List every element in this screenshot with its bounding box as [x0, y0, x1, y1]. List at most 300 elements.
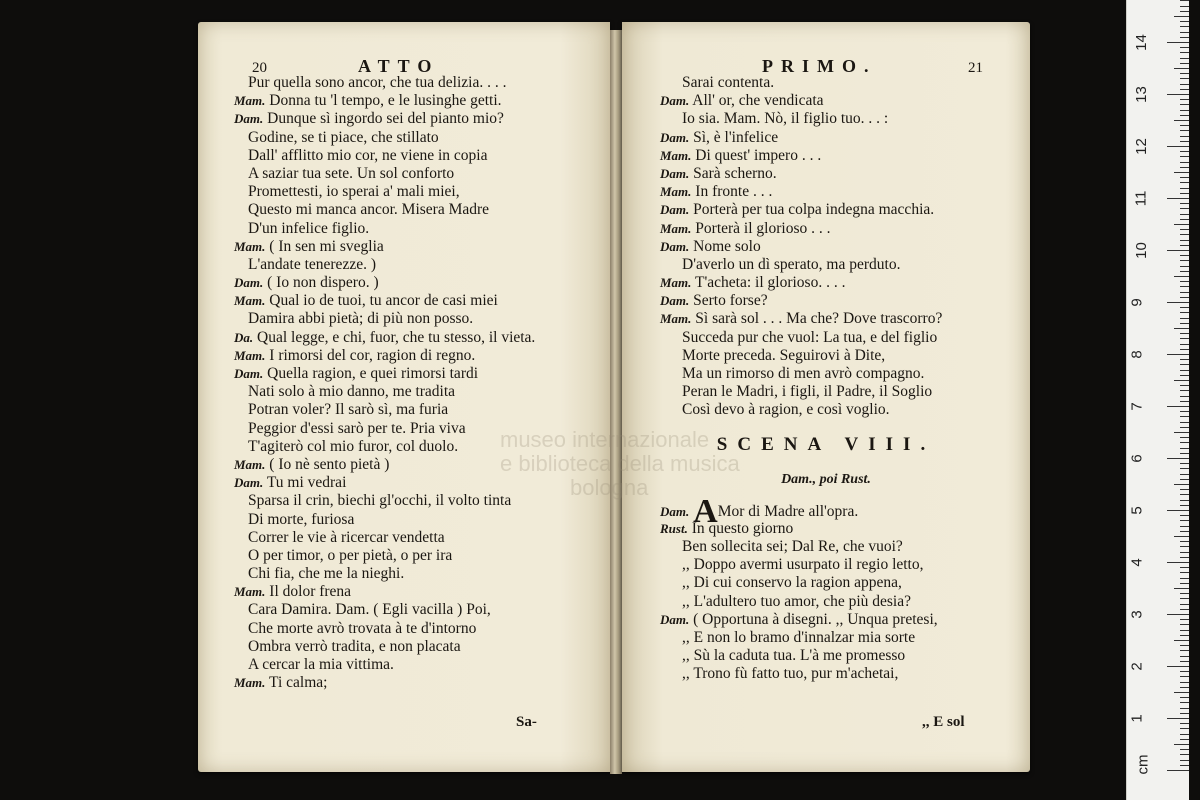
ruler-tick [1180, 156, 1189, 157]
verse-text: Serto forse? [693, 292, 768, 310]
ruler-tick [1180, 624, 1189, 625]
ruler-tick [1180, 203, 1189, 204]
ruler-tick [1180, 58, 1189, 59]
ruler-tick [1180, 682, 1189, 683]
verse-text: Ombra verrò tradita, e non placata [248, 637, 461, 655]
verse-line [198, 256, 610, 274]
verse-line [622, 201, 1030, 219]
verse-line [198, 583, 610, 601]
speaker-label: Mam. [234, 238, 266, 254]
verse-line [198, 110, 610, 128]
speaker-label: Dam. [234, 111, 264, 127]
ruler-tick [1180, 11, 1189, 12]
speaker-label: Mam. [234, 293, 266, 309]
verse-text: Potran voler? Il sarò sì, ma furia [248, 401, 449, 419]
ruler-tick [1180, 728, 1189, 729]
ruler-tick [1167, 562, 1189, 563]
ruler-tick [1180, 661, 1189, 662]
verse-text: Di quest' impero . . . [695, 146, 822, 164]
verse-text: Damira abbi pietà; di più non posso. [248, 310, 474, 328]
ruler-tick [1180, 26, 1189, 27]
speaker-label: Mam. [660, 147, 692, 163]
ruler-tick [1180, 734, 1189, 735]
verse-line [622, 310, 1030, 328]
verse-line [622, 647, 1030, 665]
ruler-tick [1180, 219, 1189, 220]
ruler-tick [1180, 687, 1189, 688]
verse-text: Tu mi vedrai [266, 474, 347, 492]
ruler-tick [1167, 94, 1189, 95]
verse-text: Pur quella sono ancor, che tua delizia. . . . [248, 74, 507, 91]
ruler-tick [1180, 442, 1189, 443]
verse-text: D'un infelice figlio. [248, 219, 370, 237]
ruler-tick [1180, 515, 1189, 516]
ruler-tick [1180, 609, 1189, 610]
ruler-tick [1180, 645, 1189, 646]
verse-line [622, 593, 1030, 611]
ruler-tick [1180, 546, 1189, 547]
ruler-tick [1180, 177, 1189, 178]
ruler-tick [1180, 234, 1189, 235]
ruler-number: 9 [1128, 298, 1146, 307]
speaker-label: Mam. [660, 311, 692, 327]
ruler-tick [1180, 427, 1189, 428]
verse-line [622, 147, 1030, 165]
ruler-tick [1180, 604, 1189, 605]
ruler-tick [1174, 588, 1189, 589]
verse-text: Ti calma; [269, 674, 328, 692]
ruler-tick [1180, 489, 1189, 490]
ruler-tick [1180, 422, 1189, 423]
ruler-tick [1180, 240, 1189, 241]
ruler-tick [1174, 276, 1189, 277]
verse-text: ( Io nè sento pietà ) [269, 455, 390, 473]
ruler-tick [1180, 479, 1189, 480]
speaker-label: Mam. [234, 675, 266, 691]
ruler-tick [1174, 68, 1189, 69]
ruler-tick [1180, 708, 1189, 709]
ruler-tick [1180, 359, 1189, 360]
ruler-number: 8 [1128, 350, 1146, 359]
verse-text: Correr le vie à ricercar vendetta [248, 528, 445, 546]
speaker-label: Dam. [660, 238, 690, 254]
verse-text: ,, Sù la caduta tua. L'à me promesso [682, 647, 906, 665]
verse-line [198, 347, 610, 365]
ruler-tick [1180, 73, 1189, 74]
verse-line [198, 274, 610, 292]
ruler-tick [1180, 593, 1189, 594]
ruler-tick [1180, 6, 1189, 7]
ruler-tick [1180, 650, 1189, 651]
ruler-tick [1180, 323, 1189, 324]
scene-heading: SCENA VIII. [716, 433, 936, 455]
ruler-tick [1167, 458, 1189, 459]
ruler-tick [1180, 136, 1189, 137]
verse-text: Che morte avrò trovata à te d'intorno [248, 619, 477, 637]
verse-line [622, 383, 1030, 401]
ruler-tick [1180, 266, 1189, 267]
verse-text: Peran le Madri, i figli, il Padre, il Soglio [682, 383, 933, 401]
speaker-label: Da. [234, 329, 254, 345]
verse-text: Sarà scherno. [693, 164, 777, 182]
ruler-tick [1180, 84, 1189, 85]
ruler-number: 12 [1132, 138, 1150, 155]
ruler-number: 6 [1128, 454, 1146, 463]
verse-line [198, 674, 610, 692]
open-book [192, 22, 1038, 774]
ruler-tick [1180, 500, 1189, 501]
verse-text: Donna tu 'l tempo, e le lusinghe getti. [269, 92, 502, 110]
ruler-tick [1180, 448, 1189, 449]
ruler-tick [1174, 692, 1189, 693]
ruler-tick [1174, 120, 1189, 121]
book-gutter [610, 30, 622, 774]
ruler-tick [1180, 193, 1189, 194]
verse-text: Peggior d'essi sarò per te. Pria viva [248, 419, 466, 437]
ruler-tick [1180, 375, 1189, 376]
ruler-tick [1180, 401, 1189, 402]
ruler-tick [1180, 333, 1189, 334]
verse-text: ,, L'adultero tuo amor, che più desia? [682, 592, 911, 610]
ruler-tick [1180, 63, 1189, 64]
verse-line [622, 292, 1030, 310]
verse-text: T'agiterò col mio furor, col duolo. [248, 437, 459, 455]
ruler-tick [1167, 666, 1189, 667]
ruler-tick [1180, 99, 1189, 100]
ruler-tick [1180, 557, 1189, 558]
ruler-tick [1180, 182, 1189, 183]
ruler-number: 2 [1128, 662, 1146, 671]
ruler-tick [1180, 188, 1189, 189]
ruler-tick [1180, 110, 1189, 111]
verse-text: Sarai contenta. [682, 74, 775, 91]
verse-text: Il dolor frena [269, 583, 352, 601]
ruler-number: 3 [1128, 610, 1146, 619]
ruler-tick [1180, 104, 1189, 105]
ruler-tick [1174, 224, 1189, 225]
ruler-tick [1180, 281, 1189, 282]
verse-text: Sparsa il crin, biechi gl'occhi, il volto tinta [248, 492, 512, 510]
verse-line [198, 511, 610, 529]
ruler-tick [1167, 198, 1189, 199]
verse-line [622, 520, 1030, 538]
verse-text: Porterà per tua colpa indegna macchia. [693, 201, 935, 219]
verse-text: ,, Doppo avermi usurpato il regio letto, [682, 556, 924, 574]
verse-text: Qual legge, e chi, fuor, che tu stesso, il vieta. [257, 328, 536, 346]
ruler-tick [1180, 125, 1189, 126]
verse-text: ,, Di cui conservo la ragion appena, [682, 574, 902, 592]
verse-line [198, 401, 610, 419]
ruler-tick [1180, 463, 1189, 464]
speaker-label: Mam. [234, 456, 266, 472]
left-page-number: 20 [252, 60, 267, 76]
ruler-tick [1180, 754, 1189, 755]
ruler-tick [1180, 676, 1189, 677]
left-catchword: Sa- [516, 714, 537, 730]
ruler-tick [1180, 47, 1189, 48]
speaker-label: Dam. [660, 202, 690, 218]
verse-line [198, 92, 610, 110]
ruler-tick [1180, 78, 1189, 79]
verse-line [198, 620, 610, 638]
verse-text: All' or, che vendicata [692, 92, 824, 110]
left-text-block [198, 74, 610, 692]
speaker-label: Dam. [660, 129, 690, 145]
ruler-tick [1180, 765, 1189, 766]
verse-text: Mor di Madre all'opra. [717, 502, 859, 520]
ruler-tick [1180, 292, 1189, 293]
right-text-block [622, 74, 1030, 683]
ruler-tick [1180, 245, 1189, 246]
verse-line [622, 556, 1030, 574]
speaker-label: Mam. [234, 93, 266, 109]
verse-line [622, 129, 1030, 147]
ruler-number: 14 [1132, 34, 1150, 51]
speaker-label: Dam. [660, 293, 690, 309]
verse-text: Dunque sì ingordo sei del pianto mio? [267, 110, 504, 128]
ruler-tick [1180, 297, 1189, 298]
speaker-label: Dam. [660, 93, 690, 109]
ruler-tick [1167, 302, 1189, 303]
verse-text: Succeda pur che vuol: La tua, e del figlio [682, 328, 938, 346]
ruler-number: 7 [1128, 402, 1146, 411]
ruler-tick [1180, 0, 1189, 1]
verse-text: Dall' afflitto mio cor, ne viene in copia [248, 146, 488, 164]
ruler-tick [1180, 531, 1189, 532]
ruler-tick [1167, 770, 1189, 771]
ruler-tick [1180, 32, 1189, 33]
ruler-tick [1180, 635, 1189, 636]
verse-text: Promettesti, io sperai a' mali miei, [248, 183, 460, 201]
ruler-number: 11 [1132, 190, 1150, 207]
ruler-tick [1180, 162, 1189, 163]
verse-line [198, 220, 610, 238]
ruler-tick [1180, 739, 1189, 740]
speaker-label: Mam. [234, 347, 266, 363]
ruler-tick [1180, 723, 1189, 724]
scene-characters: Dam., poi Rust. [781, 471, 871, 487]
measuring-ruler [1126, 0, 1189, 800]
verse-line [622, 183, 1030, 201]
verse-line [622, 110, 1030, 128]
ruler-tick [1180, 37, 1189, 38]
verse-line [622, 274, 1030, 292]
ruler-tick [1180, 411, 1189, 412]
ruler-tick [1180, 520, 1189, 521]
ruler-tick [1180, 390, 1189, 391]
verse-line [622, 256, 1030, 274]
left-running-head: ATTO [358, 56, 440, 76]
verse-line [198, 147, 610, 165]
ruler-tick [1180, 619, 1189, 620]
verse-line [622, 629, 1030, 647]
ruler-number: 5 [1128, 506, 1146, 515]
ruler-tick [1174, 172, 1189, 173]
verse-text: Nati solo à mio danno, me tradita [248, 383, 456, 401]
ruler-tick [1174, 328, 1189, 329]
verse-text: D'averlo un dì sperato, ma perduto. [682, 255, 901, 273]
verse-line [622, 92, 1030, 110]
verse-line [622, 329, 1030, 347]
verse-line [622, 74, 1030, 92]
ruler-tick [1180, 151, 1189, 152]
ruler-number: 4 [1128, 558, 1146, 567]
verse-text: T'acheta: il glorioso. . . . [695, 274, 846, 292]
right-page [622, 22, 1030, 772]
ruler-tick [1180, 598, 1189, 599]
verse-text: Ma un rimorso di men avrò compagno. [682, 365, 925, 382]
ruler-tick [1180, 572, 1189, 573]
verse-text: ,, E non lo bramo d'innalzar mia sorte [682, 628, 916, 646]
verse-line [198, 165, 610, 183]
ruler-tick [1180, 214, 1189, 215]
ruler-tick [1180, 130, 1189, 131]
speaker-label: Dam. [234, 475, 264, 491]
ruler-tick [1180, 583, 1189, 584]
verse-text: Ben sollecita sei; Dal Re, che vuoi? [682, 537, 903, 555]
verse-text: Io sia. Mam. Nò, il figlio tuo. . . : [682, 110, 889, 128]
speaker-label: Mam. [234, 584, 266, 600]
ruler-tick [1174, 484, 1189, 485]
verse-text: L'andate tenerezze. ) [248, 255, 376, 273]
ruler-tick [1180, 286, 1189, 287]
ruler-tick [1180, 552, 1189, 553]
verse-text: Questo mi manca ancor. Misera Madre [248, 201, 490, 219]
verse-line [198, 201, 610, 219]
verse-line [198, 638, 610, 656]
speaker-label: Mam. [660, 275, 692, 291]
ruler-tick [1180, 541, 1189, 542]
watermark-line-3: bologna [570, 475, 649, 500]
ruler-tick [1180, 364, 1189, 365]
ruler-tick [1180, 760, 1189, 761]
ruler-tick [1180, 630, 1189, 631]
ruler-tick [1180, 271, 1189, 272]
ruler-tick [1180, 416, 1189, 417]
verse-text: O per timor, o per pietà, o per ira [248, 546, 453, 564]
verse-line [198, 238, 610, 256]
ruler-tick [1180, 260, 1189, 261]
ruler-tick [1180, 21, 1189, 22]
ruler-tick [1180, 229, 1189, 230]
verse-text: ( Io non dispero. ) [267, 274, 379, 292]
verse-line [198, 383, 610, 401]
verse-text: Nome solo [693, 237, 761, 255]
ruler-tick [1180, 349, 1189, 350]
watermark-line-1: museo internazionale [500, 427, 710, 452]
watermark-line-2: e biblioteca della musica [500, 451, 740, 476]
right-page-number: 21 [968, 60, 983, 76]
ruler-tick [1174, 536, 1189, 537]
speaker-label: Dam. [660, 611, 690, 627]
ruler-tick [1167, 510, 1189, 511]
speaker-label: Dam. [234, 366, 264, 381]
ruler-tick [1167, 354, 1189, 355]
verse-text: ,, Trono fù fatto tuo, pur m'achetai, [682, 665, 899, 683]
speaker-label: Dam. [234, 275, 264, 291]
ruler-tick [1180, 89, 1189, 90]
verse-line [622, 238, 1030, 256]
ruler-tick [1180, 474, 1189, 475]
verse-text: I rimorsi del cor, ragion di regno. [269, 346, 476, 364]
verse-text: In fronte . . . [695, 183, 773, 201]
drop-capital: A [693, 492, 718, 530]
verse-line [622, 401, 1030, 419]
ruler-tick [1167, 42, 1189, 43]
verse-text: Qual io de tuoi, tu ancor de casi miei [269, 292, 498, 310]
ruler-number: 10 [1132, 242, 1150, 259]
verse-text: Così devo à ragion, e così voglio. [682, 401, 890, 419]
ruler-tick [1180, 578, 1189, 579]
verse-line [622, 665, 1030, 683]
ruler-tick [1180, 141, 1189, 142]
ruler-tick [1180, 494, 1189, 495]
verse-line [198, 74, 610, 92]
verse-text: ( Opportuna à disegni. ,, Unqua pretesi, [693, 610, 938, 628]
ruler-tick [1180, 505, 1189, 506]
right-running-head: PRIMO. [762, 56, 877, 76]
verse-text: Quella ragion, e quei rimorsi tardi [267, 365, 479, 382]
ruler-number: 13 [1132, 86, 1150, 103]
ruler-tick [1180, 255, 1189, 256]
verse-line [622, 574, 1030, 592]
verse-line [622, 347, 1030, 365]
verse-text: Morte preceda. Seguirovi à Dite, [682, 346, 886, 364]
ruler-tick [1167, 250, 1189, 251]
verse-line [198, 565, 610, 583]
verse-text: Godine, se ti piace, che stillato [248, 128, 439, 146]
verse-text: Sì sarà sol . . . Ma che? Dove trascorro? [695, 310, 943, 328]
speaker-label: Mam. [660, 220, 692, 236]
ruler-tick [1180, 749, 1189, 750]
ruler-tick [1174, 380, 1189, 381]
ruler-tick [1180, 312, 1189, 313]
ruler-number: 1 [1128, 714, 1146, 723]
verse-text: Sì, è l'infelice [693, 128, 779, 146]
verse-text: A cercar la mia vittima. [248, 656, 394, 673]
ruler-tick [1180, 713, 1189, 714]
library-watermark [500, 428, 740, 500]
ruler-tick [1174, 744, 1189, 745]
ruler-tick [1180, 344, 1189, 345]
verse-line [198, 547, 610, 565]
verse-line [198, 365, 610, 383]
verse-line [198, 656, 610, 674]
verse-line [198, 329, 610, 347]
verse-text: In questo giorno [691, 519, 794, 537]
verse-text: Chi fia, che me la nieghi. [248, 565, 405, 583]
ruler-tick [1180, 567, 1189, 568]
ruler-tick [1180, 526, 1189, 527]
ruler-tick [1167, 718, 1189, 719]
left-page [198, 22, 610, 772]
ruler-tick [1180, 370, 1189, 371]
verse-line [198, 292, 610, 310]
verse-line [198, 183, 610, 201]
speaker-label: Dam. [660, 165, 690, 181]
ruler-tick [1180, 671, 1189, 672]
verse-line [622, 220, 1030, 238]
speaker-label: Dam. [660, 503, 690, 519]
verse-line [198, 310, 610, 328]
ruler-tick [1180, 702, 1189, 703]
ruler-tick [1174, 432, 1189, 433]
ruler-tick [1174, 16, 1189, 17]
ruler-unit: cm [1134, 754, 1152, 775]
verse-line [198, 601, 610, 619]
verse-line [622, 611, 1030, 629]
verse-line [622, 538, 1030, 556]
